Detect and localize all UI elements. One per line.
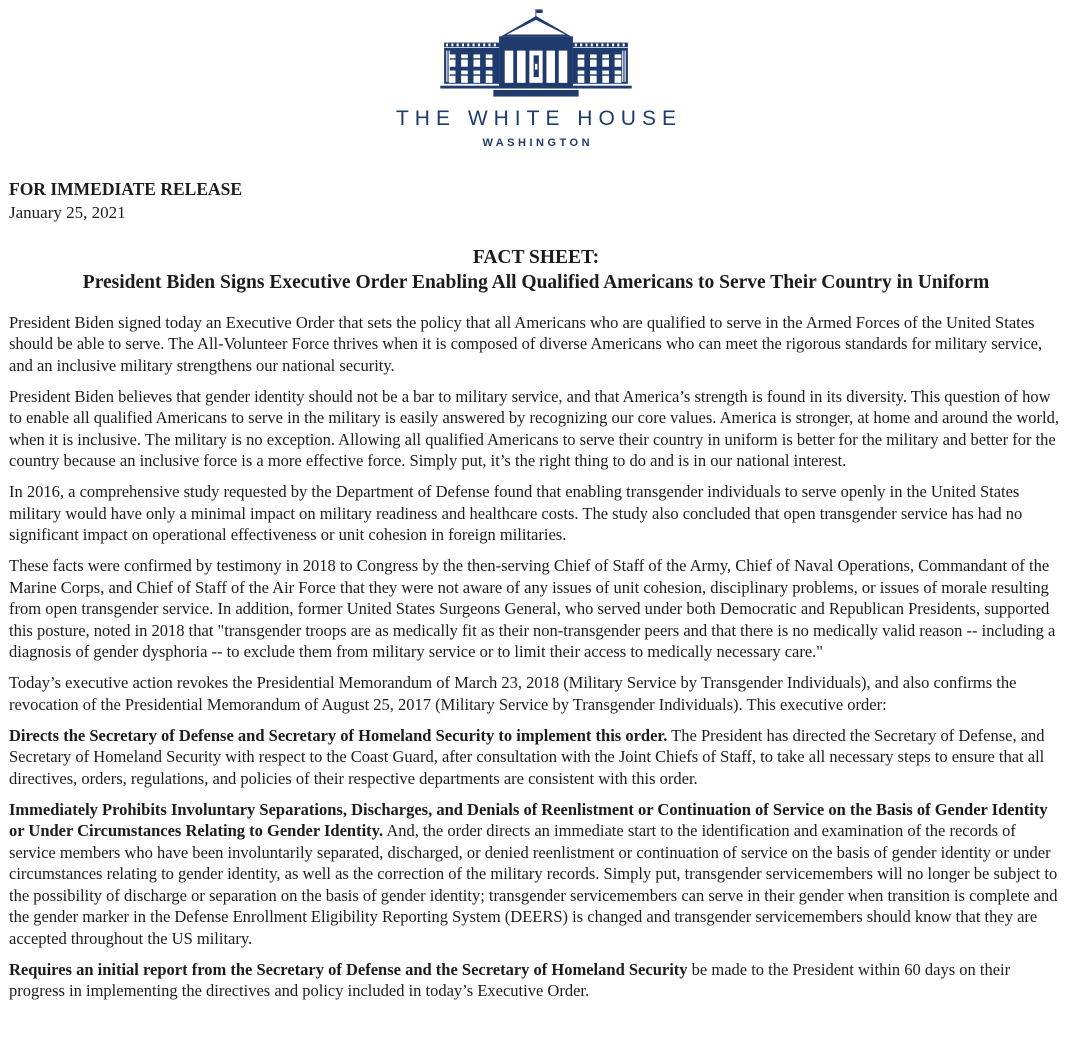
paragraph-text: President Biden believes that gender identity should not be a bar to military service, and that America’s strength is found in its diversity. This question of how to enable all qualified Americans to serve in the military is easily answered by recognizing our core values. America is stronger, at home and around the world, when it is inclusive. The military is no exception. Allowing all qualified Americans to serve their country in uniform is better for the military and better for the country because an inclusive force is a more effective force. Simply put, it’s the right thing to do and is in our national interest. xyxy=(9,386,1059,471)
paragraph-8 xyxy=(9,959,1063,1002)
paragraph-lead-bold: Requires an initial report from the Secretary of Defense and the Secretary of Homeland Security xyxy=(9,959,688,979)
paragraph-4 xyxy=(9,555,1063,663)
paragraph-text: Today’s executive action revokes the Presidential Memorandum of March 23, 2018 (Military Service by Transgender Individuals), and also confirms the revocation of the Presidential Memorandum of August 25, 2017 (Military Service by Transgender Individuals). This executive order: xyxy=(9,673,1017,714)
headline xyxy=(9,245,1063,296)
paragraph-5 xyxy=(9,672,1063,715)
release-date: January 25, 2021 xyxy=(9,203,126,222)
headline-kicker: FACT SHEET: xyxy=(472,247,600,268)
release-block xyxy=(9,179,1063,223)
white-house-icon xyxy=(436,8,636,98)
paragraph-text: These facts were confirmed by testimony in 2018 to Congress by the then-serving Chief of Staff of the Army, Chief of Naval Operations, Commandant of the Marine Corps, and Chief of Staff of the Air Force that they were not aware of any issues of unit cohesion, disciplinary problems, or issues of morale resulting from open transgender service. In addition, former United States Surgeons General, who served under both Democratic and Republican Presidents, supported this posture, noted in 2018 that "transgender troops are as medically fit as their non-transgender peers and that there is no medically valid reason -- including a diagnosis of gender dysphoria -- to exclude them from military service or to limit their access to medically necessary care." xyxy=(9,556,1056,662)
paragraph-text: be made to the President within 60 days on their progress in implementing the directives and policy included in today’s Executive Order. xyxy=(9,959,1011,1001)
paragraph-2 xyxy=(9,386,1063,472)
white-house-wordmark: THE WHITE HOUSE xyxy=(395,107,682,130)
paragraph-7 xyxy=(9,799,1063,950)
paragraph-text: President Biden signed today an Executive Order that sets the policy that all Americans who are qualified to serve in the Armed Forces of the United States should be able to serve. The All-Volunteer Force thrives when it is composed of diverse Americans who can meet the rigorous standards for military service, and an inclusive military strengthens our national security. xyxy=(9,312,1043,375)
paragraph-1 xyxy=(9,312,1063,377)
body-copy xyxy=(9,312,1063,1002)
paragraph-text: The President has directed the Secretary of Defense, and Secretary of Homeland Security with respect to the Coast Guard, after consultation with the Joint Chiefs of Staff, to take all necessary steps to ensure that all directives, orders, regulations, and policies of their respective departments are consistent with this order. xyxy=(9,725,1045,788)
paragraph-lead-bold: Directs the Secretary of Defense and Secretary of Homeland Security to implement this order. xyxy=(9,725,668,745)
washington-label: WASHINGTON xyxy=(482,137,594,149)
release-label: FOR IMMEDIATE RELEASE xyxy=(9,179,243,199)
paragraph-6 xyxy=(9,725,1063,790)
paragraph-text: And, the order directs an immediate start to the identification and examination of the records of service members who have been involuntarily separated, discharged, or denied reenlistment or continuation of service on the basis of gender identity or under circumstances relating to gender identity, as well as the correction of the military records. Simply put, transgender servicemembers will no longer be subject to the possibility of discharge or separation on the basis of gender identity; transgender servicemembers can serve in their gender when transition is complete and the gender marker in the Defense Enrollment Eligibility Reporting System (DEERS) is changed and transgender servicemembers should know that they are accepted throughout the US military. xyxy=(9,821,1058,948)
masthead xyxy=(9,8,1063,149)
paragraph-text: In 2016, a comprehensive study requested by the Department of Defense found that enabling transgender individuals to serve openly in the United States military would have only a minimal impact on military readiness and healthcare costs. The study also concluded that open transgender service has had no significant impact on operational effectiveness or unit cohesion in foreign militaries. xyxy=(9,482,1023,545)
paragraph-3 xyxy=(9,481,1063,546)
headline-title: President Biden Signs Executive Order Enabling All Qualified Americans to Serve Their Country in Uniform xyxy=(82,272,990,294)
paragraph-lead-bold: Immediately Prohibits Involuntary Separations, Discharges, and Denials of Reenlistment or Continuation of Service on the Basis of Gender Identity or Under Circumstances Relating to Gender Identity. xyxy=(9,799,1048,841)
